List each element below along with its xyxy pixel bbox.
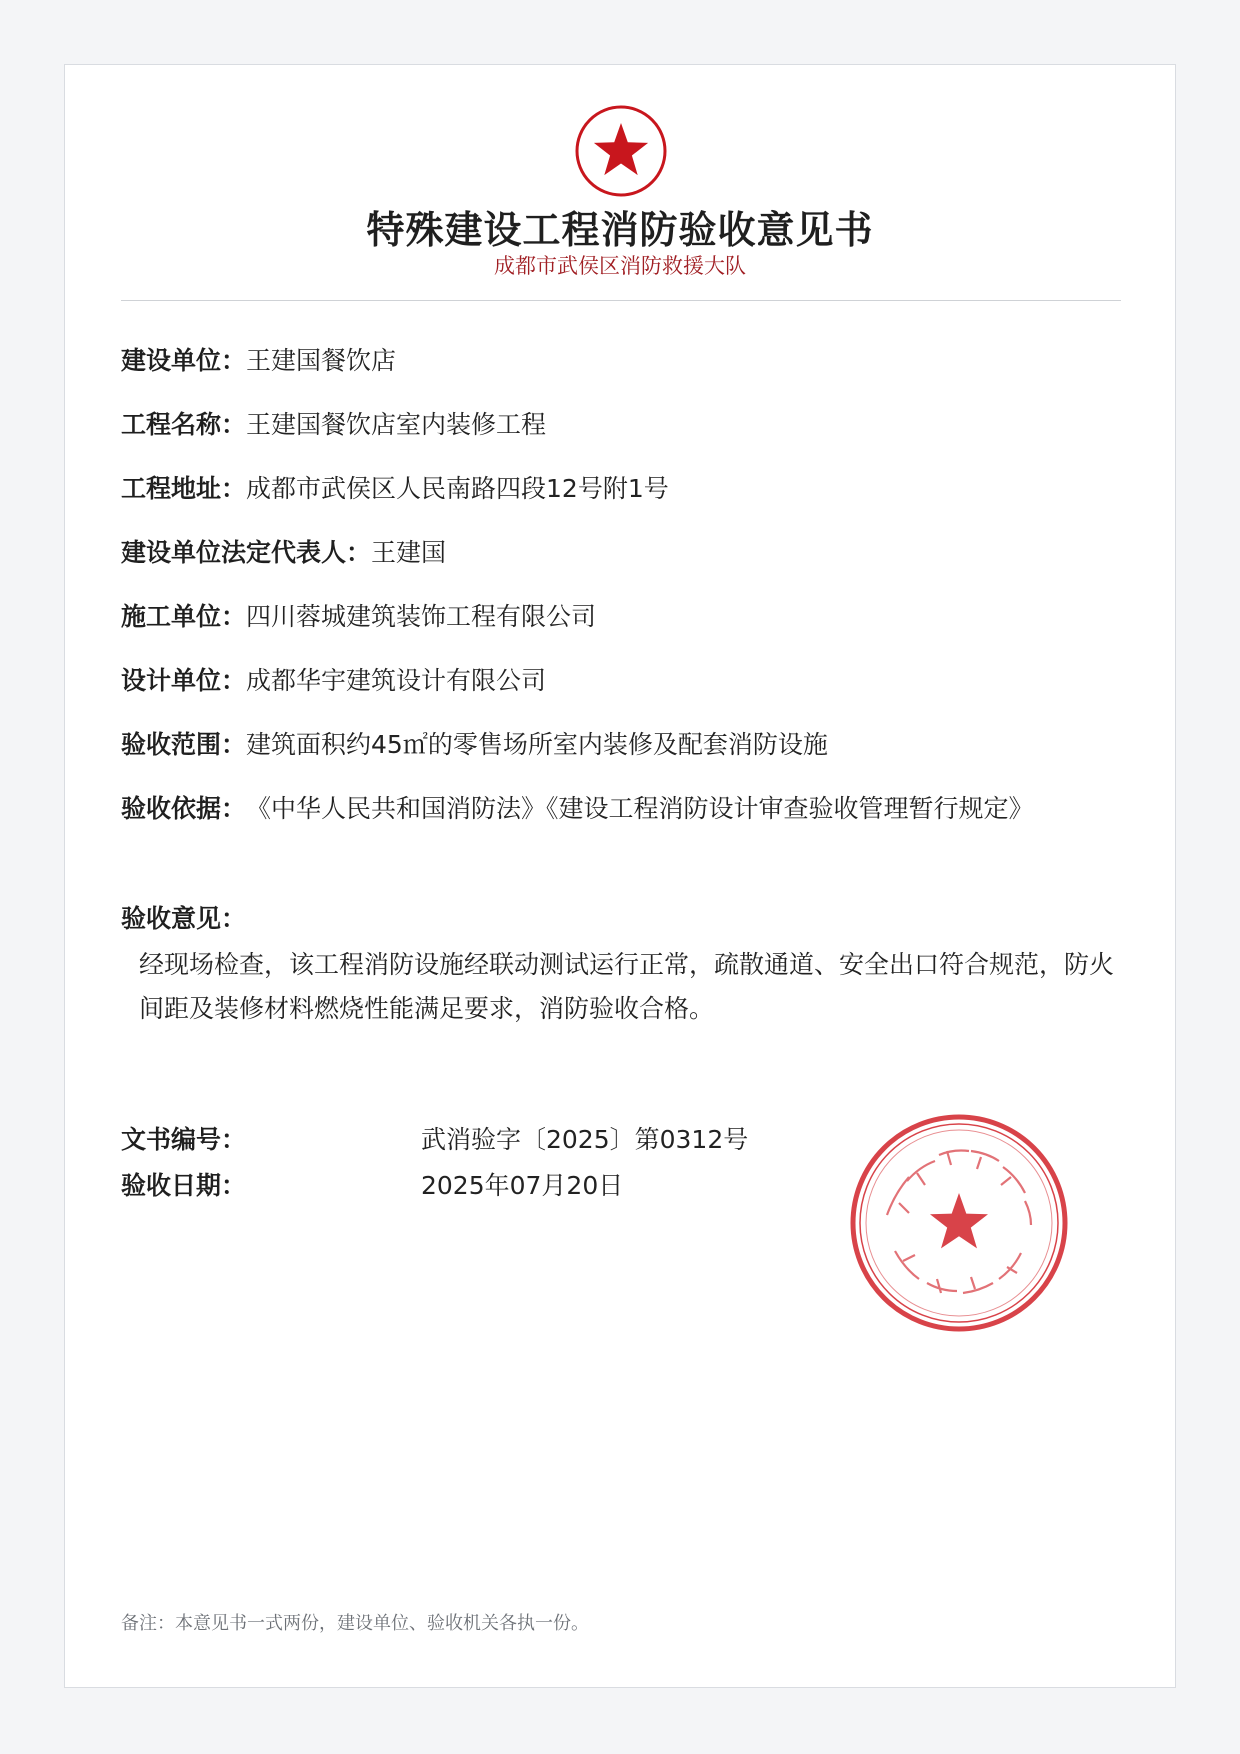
document-page (64, 64, 1176, 1688)
field-label: 施工单位： (121, 602, 247, 631)
field-label: 工程地址： (121, 474, 247, 503)
footer-note: 备注：本意见书一式两份，建设单位、验收机关各执一份。 (121, 1613, 589, 1634)
field-project-address (121, 470, 1081, 507)
field-label: 工程名称： (121, 410, 247, 439)
field-value: 王建国餐饮店 (246, 346, 397, 375)
field-label: 验收依据： (121, 794, 247, 823)
field-value: 《中华人民共和国消防法》《建设工程消防设计审查验收管理暂行规定》 (246, 794, 1034, 823)
field-value: 建筑面积约45㎡的零售场所室内装修及配套消防设施 (246, 730, 828, 759)
official-seal-icon (847, 1111, 1071, 1335)
doc-number-label: 文书编号： (121, 1125, 247, 1154)
field-legal-representative (121, 534, 1081, 571)
field-label: 设计单位： (121, 666, 247, 695)
field-value: 王建国餐饮店室内装修工程 (246, 410, 547, 439)
field-label: 建设单位： (121, 346, 247, 375)
field-value: 成都市武侯区人民南路四段12号附1号 (246, 474, 669, 503)
field-label: 建设单位法定代表人： (121, 538, 372, 567)
issuing-authority: 成都市武侯区消防救援大队 (494, 254, 746, 278)
field-value: 王建国 (371, 538, 447, 567)
field-value: 成都华宇建筑设计有限公司 (246, 666, 547, 695)
field-label: 验收范围： (121, 730, 247, 759)
doc-number-value: 武消验字〔2025〕第0312号 (421, 1125, 749, 1154)
field-scope (121, 726, 1081, 763)
field-contractor (121, 598, 1081, 635)
field-designer (121, 662, 1081, 699)
field-value: 四川蓉城建筑装饰工程有限公司 (246, 602, 597, 631)
red-star-emblem-icon (574, 104, 668, 198)
opinion-label: 验收意见： (121, 904, 247, 933)
document-title: 特殊建设工程消防验收意见书 (366, 208, 874, 252)
header-divider (121, 300, 1121, 301)
acceptance-date-label: 验收日期： (121, 1171, 247, 1200)
opinion-text: 经现场检查，该工程消防设施经联动测试运行正常，疏散通道、安全出口符合规范，防火间距及装修材料燃烧性能满足要求，消防验收合格。 (139, 950, 1115, 1023)
field-basis (121, 790, 1071, 827)
field-project-name (121, 406, 1081, 443)
acceptance-date-value: 2025年07月20日 (421, 1171, 624, 1200)
field-builder (121, 342, 1081, 379)
